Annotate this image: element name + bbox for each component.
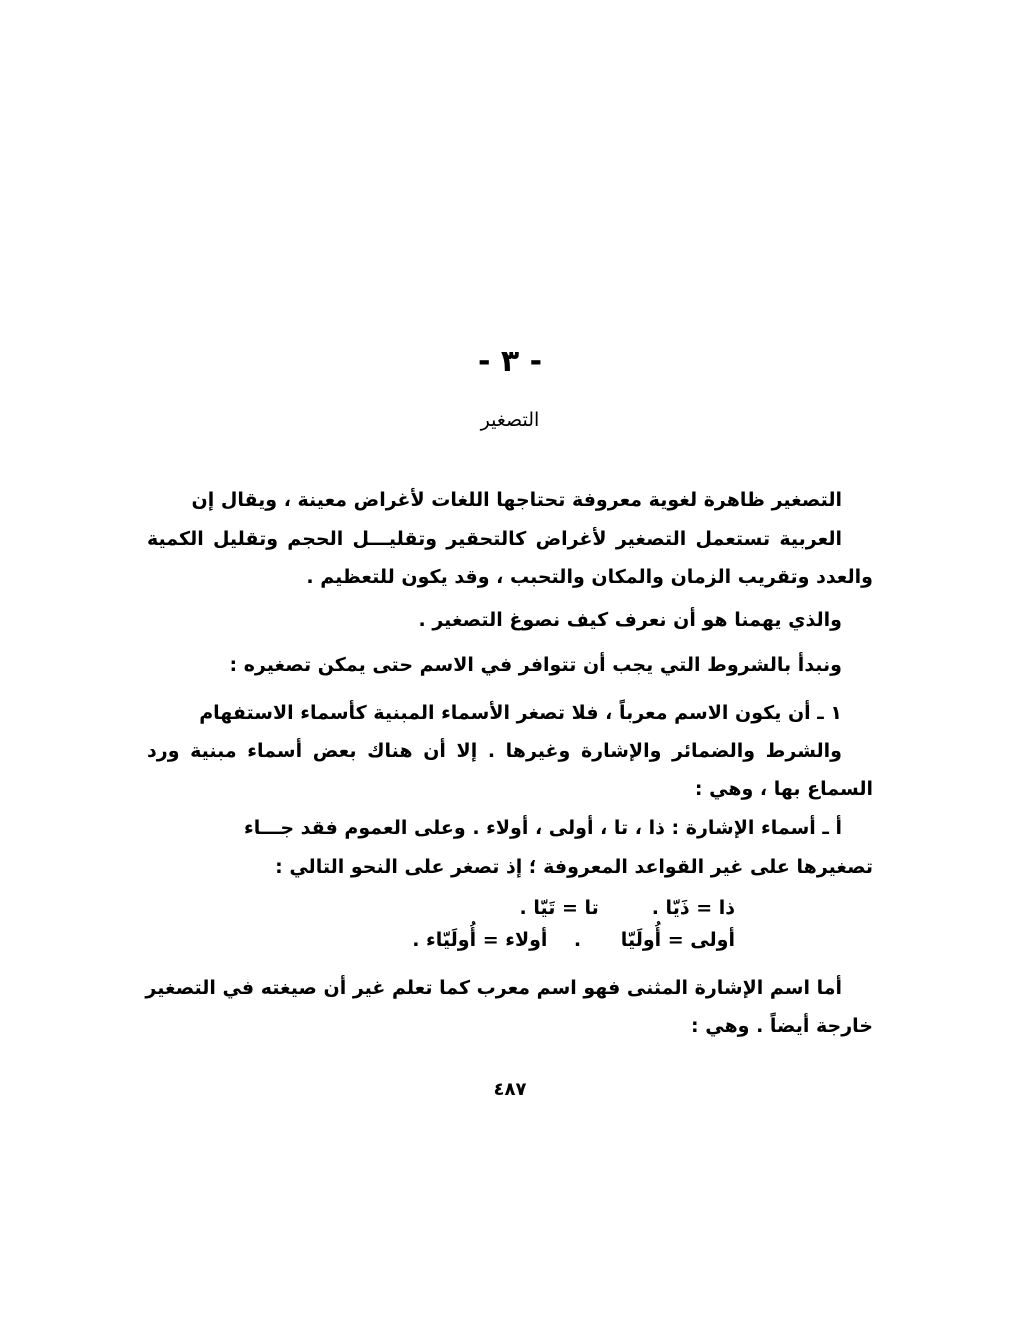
paragraph-purpose: والذي يهمنا هو أن نعرف كيف نصوغ التصغير . <box>418 609 842 631</box>
chapter-title: التصغير <box>480 409 540 431</box>
demonstratives-line: تصغيرها على غير القواعد المعروفة ؛ إذ تصغر على النحو التالي : <box>275 856 873 878</box>
dual-demonstrative-line: خارجة أيضاً . وهي : <box>691 1015 873 1037</box>
paragraph-conditions: ونبدأ بالشروط التي يجب أن تتوافر في الاسم حتى يمكن تصغيره : <box>229 654 842 676</box>
example-line: أولى = أُولَيّا . أولاء = أُولَيّاء . <box>412 929 735 951</box>
paragraph-intro-line: التصغير ظاهرة لغوية معروفة تحتاجها اللغات لأغراض معينة ، ويقال إن <box>191 489 842 511</box>
chapter-number: - ٣ - <box>477 344 543 379</box>
demonstratives-line: أ ـ أسماء الإشارة : ذا ، تا ، أولى ، أولاء . وعلى العموم فقد جـــاء <box>244 817 842 839</box>
paragraph-intro-line: والعدد وتقريب الزمان والمكان والتحبب ، وقد يكون للتعظيم . <box>306 566 873 588</box>
dual-demonstrative-line: أما اسم الإشارة المثنى فهو اسم معرب كما تعلم غير أن صيغته في التصغير <box>145 977 842 999</box>
page-number: ٤٨٧ <box>493 1079 527 1100</box>
example-line: ذا = ذَيّا . تا = تَيّا . <box>519 897 735 919</box>
condition-1-line: السماع بها ، وهي : <box>694 778 873 800</box>
paragraph-intro-line: العربية تستعمل التصغير لأغراض كالتحقير وتقليـــل الحجم وتقليل الكمية <box>147 528 842 550</box>
condition-1-line: ١ ـ أن يكون الاسم معرباً ، فلا تصغر الأسماء المبنية كأسماء الاستفهام <box>199 702 842 724</box>
condition-1-line: والشرط والضمائر والإشارة وغيرها . إلا أن هناك بعض أسماء مبنية ورد <box>147 740 842 762</box>
